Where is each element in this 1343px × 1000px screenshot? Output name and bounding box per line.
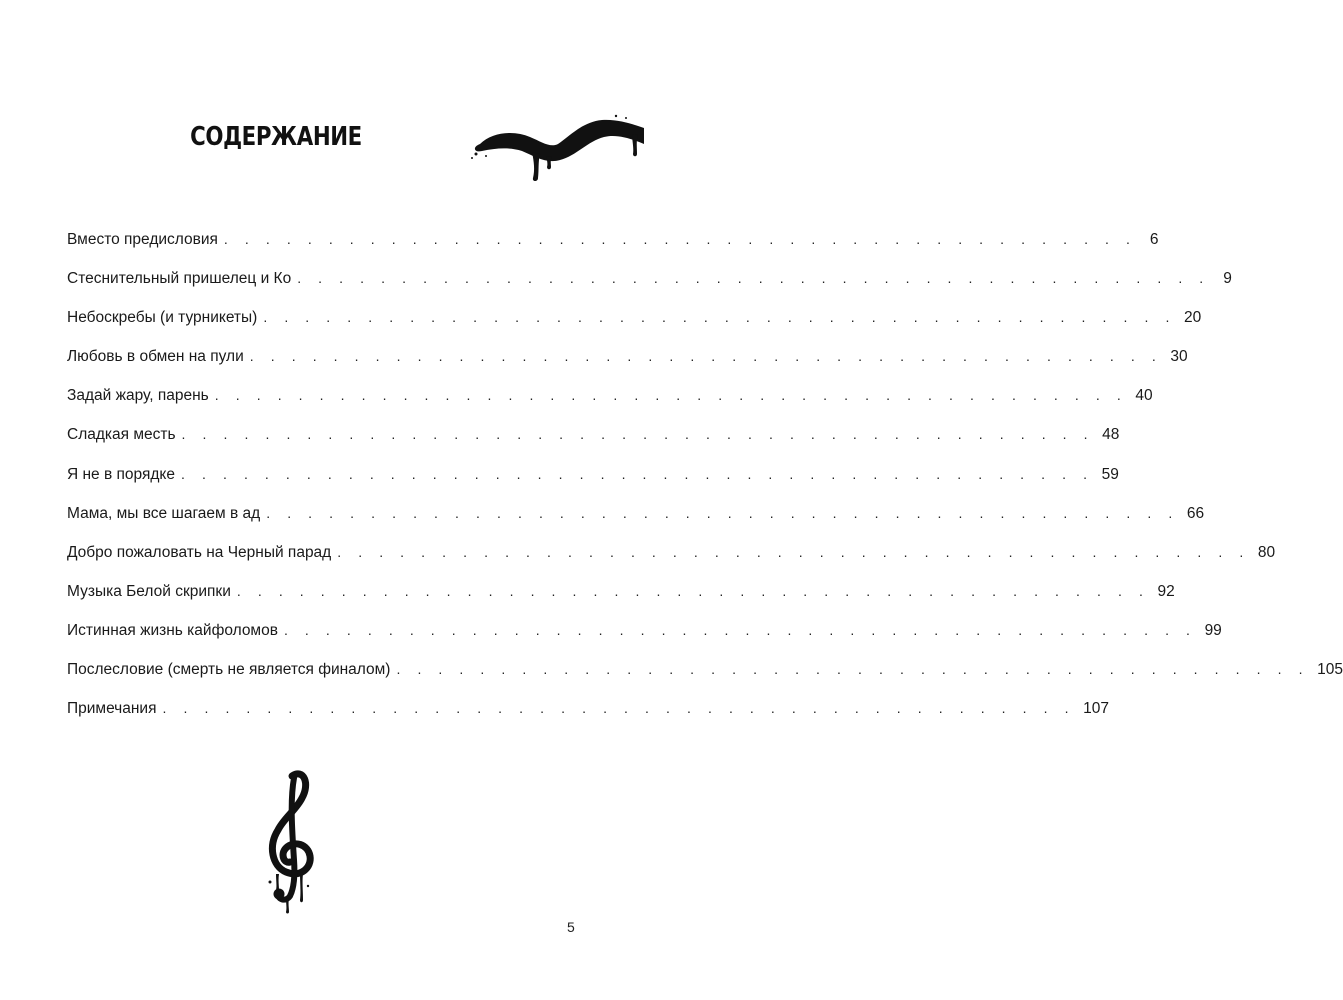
toc-leader-dots: . . . . . . . . . . . . . . . . . . . . . . . . . . . . . . . . . . . . . . . . . . . . xyxy=(181,426,1095,443)
toc-entry-label: Сладкая месть xyxy=(67,426,176,444)
toc-entry[interactable] xyxy=(67,343,1188,382)
page-title: СОДЕРЖАНИЕ xyxy=(190,122,362,152)
toc-leader-dots: . . . . . . . . . . . . . . . . . . . . . . . . . . . . . . . . . . . . . . . . . . . . xyxy=(214,387,1128,404)
toc-entry-page: 6 xyxy=(1149,231,1159,248)
toc-leader-dots: . . . . . . . . . . . . . . . . . . . . . . . . . . . . . . . . . . . . . . . . . . . . xyxy=(283,621,1197,638)
toc-leader-dots: . . . . . . . . . . . . . . . . . . . . . . . . . . . . . . . . . . . . . . . . . . . . xyxy=(181,465,1094,482)
toc-entry[interactable] xyxy=(67,226,1159,265)
toc-entry-page: 20 xyxy=(1183,309,1202,327)
toc-leader-dots: . . . . . . . . . . . . . . . . . . . . . . . . . . . . . . . . . . . . . . . . . . . . xyxy=(263,309,1176,326)
toc-leader-dots: . . . . . . . . . . . . . . . . . . . . . . . . . . . . . . . . . . . . . . . . . . . . xyxy=(223,231,1137,247)
toc-entry-page: 9 xyxy=(1223,270,1232,288)
treble-clef-icon xyxy=(258,770,320,920)
toc-entry[interactable] xyxy=(67,539,1276,578)
toc-entry-label: Послесловие (смерть не является финалом) xyxy=(67,661,391,679)
toc-entry-label: Стеснительный пришелец и Ко xyxy=(67,270,292,288)
toc-entry-page: 40 xyxy=(1135,387,1153,405)
toc-entry-page: 92 xyxy=(1157,582,1175,600)
toc-entry[interactable] xyxy=(67,421,1120,460)
toc-entry-page: 66 xyxy=(1186,504,1205,522)
toc-entry-page: 48 xyxy=(1102,426,1120,444)
toc-leader-dots: . . . . . . . . . . . . . . . . . . . . . . . . . . . . . . . . . . . . . . . . . . . . xyxy=(266,504,1179,521)
toc-leader-dots: . . . . . . . . . . . . . . . . . . . . . . . . . . . . . . . . . . . . . . . . . . . . xyxy=(297,270,1210,287)
toc-entry-page: 30 xyxy=(1170,348,1188,366)
toc-entry-page: 59 xyxy=(1101,465,1119,483)
toc-entry-label: Любовь в обмен на пули xyxy=(67,348,244,366)
toc-entry-label: Примечания xyxy=(67,700,157,718)
toc-leader-dots: . . . . . . . . . . . . . . . . . . . . . . . . . . . . . . . . . . . . . . . . . . . . xyxy=(236,582,1150,599)
toc-leader-dots: . . . . . . . . . . . . . . . . . . . . . . . . . . . . . . . . . . . . . . . . . . . . xyxy=(249,348,1163,365)
toc-entry[interactable] xyxy=(67,695,1109,734)
toc-entry-page: 99 xyxy=(1204,621,1222,639)
toc-entry[interactable] xyxy=(67,382,1153,421)
toc-entry[interactable] xyxy=(67,578,1175,617)
toc-leader-dots: . . . . . . . . . . . . . . . . . . . . . . . . . . . . . . . . . . . . . . . . . . . . xyxy=(162,700,1076,717)
toc-entry-label: Музыка Белой скрипки xyxy=(67,582,231,600)
toc-entry[interactable] xyxy=(67,265,1232,304)
page-number: 5 xyxy=(567,919,575,935)
paint-brush-stroke-icon xyxy=(466,104,644,194)
toc-entry-label: Добро пожаловать на Черный парад xyxy=(67,543,332,561)
toc-entry-page: 80 xyxy=(1257,543,1276,561)
toc-entry-label: Небоскребы (и турникеты) xyxy=(67,309,258,327)
toc-entry[interactable] xyxy=(67,304,1202,343)
toc-entry-page: 105 xyxy=(1317,661,1343,679)
toc-entry[interactable] xyxy=(67,617,1222,656)
toc-entry[interactable] xyxy=(67,656,1343,695)
toc-entry-label: Мама, мы все шагаем в ад xyxy=(67,504,261,522)
toc-entry-label: Задай жару, парень xyxy=(67,387,209,405)
toc-leader-dots: . . . . . . . . . . . . . . . . . . . . . . . . . . . . . . . . . . . . . . . . . . . . xyxy=(337,543,1250,560)
toc-leader-dots: . . . . . . . . . . . . . . . . . . . . . . . . . . . . . . . . . . . . . . . . . . . . xyxy=(396,661,1310,678)
toc-entry-page: 107 xyxy=(1083,700,1109,718)
toc-entry-label: Истинная жизнь кайфоломов xyxy=(67,621,278,639)
toc-entry[interactable] xyxy=(67,500,1205,539)
toc-entry-label: Я не в порядке xyxy=(67,465,176,483)
table-of-contents xyxy=(67,226,1343,734)
toc-entry-label: Вместо предисловия xyxy=(67,231,218,248)
toc-entry[interactable] xyxy=(67,461,1119,500)
